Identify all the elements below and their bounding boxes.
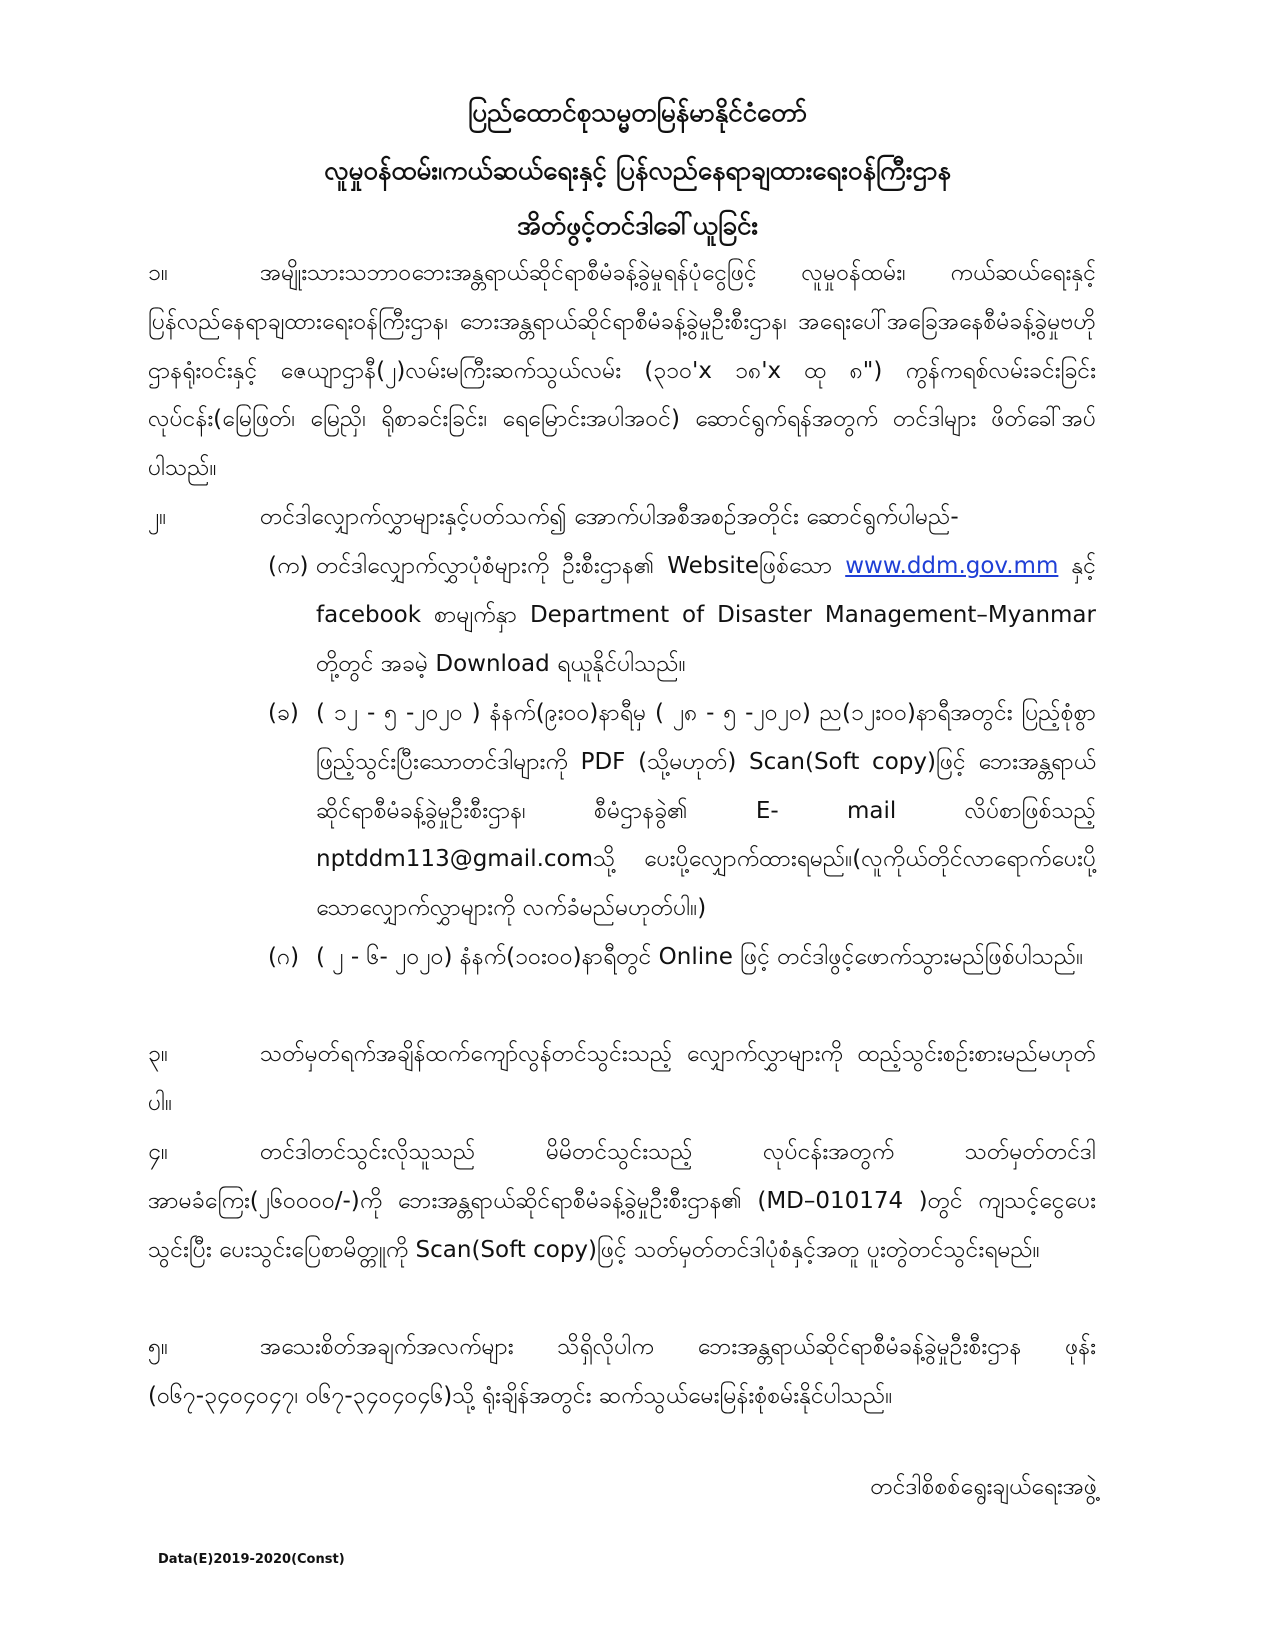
paragraph-5	[148, 1323, 1096, 1421]
sub-item-label: (ဂ)	[268, 944, 300, 970]
header-country: ပြည်ထောင်စုသမ္မတမြန်မာနိုင်ငံတော်	[467, 98, 808, 128]
footer-reference: Data(E)2019-2020(Const)	[158, 1552, 345, 1567]
paragraph-text: သတ်မှတ်ရက်အချိန်ထက်ကျော်လွန်တင်သွင်းသည့် လျှောက်လွှာများကို ထည့်သွင်းစဉ်းစားမည်မဟုတ်ပါ။	[148, 1041, 1096, 1116]
signature-committee: တင်ဒါစိစစ်ရွေးချယ်ရေးအဖွဲ့	[870, 1474, 1097, 1500]
paragraph-1	[148, 249, 1096, 493]
paragraph-4	[148, 1128, 1096, 1274]
header-subject: အိတ်ဖွင့်တင်ဒါခေါ်ယူခြင်း	[517, 211, 758, 241]
sub-item-kha	[268, 689, 1096, 933]
paragraph-number: ၂။	[148, 504, 167, 530]
sub-item-label: (ခ)	[268, 700, 299, 726]
sub-item-text: ( ၂ - ၆- ၂၀၂၀) နံနက်(၁၀း၀၀)နာရီတွင် Online ဖြင့် တင်ဒါဖွင့်ဖောက်သွားမည်ဖြစ်ပါသည်။	[316, 944, 1084, 970]
paragraph-text: အမျိုးသားသဘာဝဘေးအန္တရာယ်ဆိုင်ရာစီမံခန့်ခွဲမှုရန်ပုံငွေဖြင့် လူမှုဝန်ထမ်း၊ ကယ်ဆယ်ရေးနှင့် ပြန်လည်နေရာချထားရေးဝန်ကြီးဌာန၊ ဘေးအန္တရာယ်ဆိုင်ရာစီမံခန့်ခွဲမှုဦးစီးဌာန၊ အရေးပေါ်အခြေအနေစီမံခန့်ခွဲမှုဗဟိုဌာနရုံးဝင်းနှင့် ဇေယျာဌာနီ(၂)လမ်းမကြီးဆက်သွယ်လမ်း (၃၁၀'x ၁၈'x ထု ၈") ကွန်ကရစ်လမ်းခင်းခြင်းလုပ်ငန်း(မြေဖြတ်၊ မြေညှိ၊ ရိုစာခင်းခြင်း၊ ရေမြောင်းအပါအဝင်) ဆောင်ရွက်ရန်အတွက် တင်ဒါများ ဖိတ်ခေါ်အပ်ပါသည်။	[148, 260, 1096, 482]
sub-item-label: (က)	[268, 553, 309, 579]
sub-item-ka	[268, 542, 1096, 688]
paragraph-3	[148, 1030, 1096, 1128]
paragraph-number: ၁။	[148, 260, 168, 286]
paragraph-text: တင်ဒါတင်သွင်းလိုသူသည် မိမိတင်သွင်းသည့် လုပ်ငန်းအတွက် သတ်မှတ်တင်ဒါ အာမခံကြေး(၂၆၀၀၀၀/-)ကို ဘေးအန္တရာယ်ဆိုင်ရာစီမံခန့်ခွဲမှုဦးစီးဌာန၏ (MD–010174 )တွင် ကျသင့်ငွေပေးသွင်းပြီး ပေးသွင်းပြေစာမိတ္တူကို Scan(Soft copy)ဖြင့် သတ်မှတ်တင်ဒါပုံစံနှင့်အတူ ပူးတွဲတင်သွင်းရမည်။	[148, 1139, 1096, 1263]
sub-item-text-before: တင်ဒါလျှောက်လွှာပုံစံများကို ဦးစီးဌာန၏ Websiteဖြစ်သော	[316, 553, 833, 579]
sub-item-text: ( ၁၂ - ၅ -၂၀၂၀ ) နံနက်(၉း၀၀)နာရီမှ ( ၂၈ - ၅ -၂၀၂၀) ည(၁၂း၀၀)နာရီအတွင်း ပြည့်စုံစွာဖြည့်သွင်းပြီးသောတင်ဒါများကို PDF (သို့မဟုတ်) Scan(Soft copy)ဖြင့် ဘေးအန္တရာယ်ဆိုင်ရာစီမံခန့်ခွဲမှုဦးစီးဌာန၊ စီမံဌာနခွဲ၏ E- mail လိပ်စာဖြစ်သည့် nptddm113@gmail.comသို့ ပေးပို့လျှောက်ထားရမည်။(လူကိုယ်တိုင်လာရောက်ပေးပို့သောလျှောက်လွှာများကို လက်ခံမည်မဟုတ်ပါ။)	[316, 700, 1096, 922]
paragraph-text: တင်ဒါလျှောက်လွှာများနှင့်ပတ်သက်၍ အောက်ပါအစီအစဉ်အတိုင်း ဆောင်ရွက်ပါမည်-	[260, 504, 959, 530]
sub-item-text-after: နှင့် facebook စာမျက်နှာ Department of Disaster Management–Myanmar တို့တွင် အခမဲ့ Download ရယူနိုင်ပါသည်။	[316, 553, 1097, 677]
paragraph-2	[148, 493, 1096, 542]
paragraph-number: ၃။	[148, 1041, 168, 1067]
paragraph-number: ၅။	[148, 1334, 168, 1360]
sub-item-ga	[268, 933, 1096, 982]
paragraph-text: အသေးစိတ်အချက်အလက်များ သိရှိလိုပါက ဘေးအန္တရာယ်ဆိုင်ရာစီမံခန့်ခွဲမှုဦးစီးဌာန ဖုန်း (၀၆၇-၃၄၀၄၀၄၇၊ ၀၆၇-၃၄၀၄၀၄၆)သို့ ရုံးချိန်အတွင်း ဆက်သွယ်မေးမြန်းစုံစမ်းနိုင်ပါသည်။	[148, 1334, 1096, 1409]
sub-item-text	[316, 542, 1096, 688]
header-ministry: လူမှုဝန်ထမ်း၊ကယ်ဆယ်ရေးနှင့် ပြန်လည်နေရာချထားရေးဝန်ကြီးဌာန	[324, 156, 951, 186]
website-link[interactable]: www.ddm.gov.mm	[845, 553, 1059, 579]
paragraph-number: ၄။	[148, 1139, 168, 1165]
